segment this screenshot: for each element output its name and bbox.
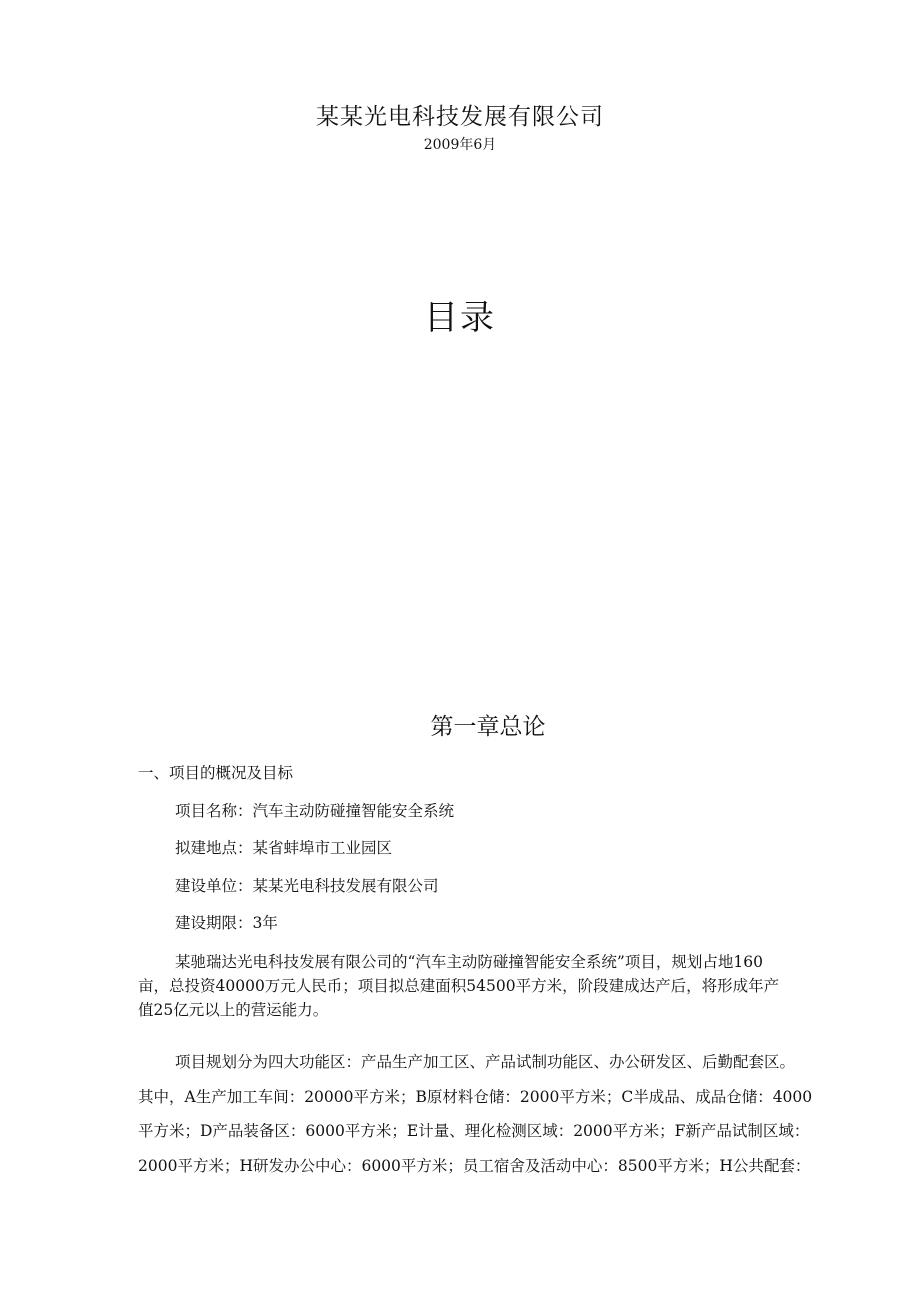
section-heading: 一、项目的概况及目标: [138, 764, 294, 782]
info-label: 拟建地点：: [175, 839, 253, 857]
info-location: [175, 836, 392, 858]
toc-title: 目录: [424, 298, 496, 338]
info-label: 建设单位：: [175, 877, 253, 895]
chapter-title: 第一章总论: [430, 714, 546, 740]
paragraph-line: 亩，总投资40000万元人民币；项目拟总建面积54500平方米，阶段建成达产后，将形成年产: [138, 977, 780, 995]
paragraph-line: 值25亿元以上的营运能力。: [138, 1001, 329, 1019]
paragraph-line: 其中，A生产加工车间：20000平方米；B原材料仓储：2000平方米；C半成品、成品仓储：4000: [138, 1087, 813, 1106]
info-label: 建设期限：: [175, 914, 253, 932]
info-label: 项目名称：: [175, 802, 253, 820]
paragraph-line: 平方米；D产品装备区：6000平方米；E计量、理化检测区域：2000平方米；F新产品试制区域：: [138, 1122, 810, 1140]
paragraph-line: 某驰瑞达光电科技发展有限公司的“汽车主动防碰撞智能安全系统”项目，规划占地160: [175, 953, 763, 971]
info-value: 某某光电科技发展有限公司: [252, 877, 439, 895]
info-period: [175, 911, 278, 933]
info-builder: [175, 874, 439, 896]
info-project-name: [175, 799, 454, 821]
paragraph-overview: [138, 950, 838, 1022]
info-value: 某省蚌埠市工业园区: [252, 839, 393, 857]
paragraph-line: 项目规划分为四大功能区：产品生产加工区、产品试制功能区、办公研发区、后勤配套区。: [175, 1053, 796, 1071]
paragraph-functional-zones: [138, 1045, 850, 1183]
paragraph-line: 2000平方米；H研发办公中心：6000平方米；员工宿舍及活动中心：8500平方米；H公共配套：: [138, 1156, 811, 1175]
company-name: 某某光电科技发展有限公司: [316, 104, 604, 130]
info-value: 汽车主动防碰撞智能安全系统: [252, 802, 455, 820]
report-date: 2009年6月: [423, 137, 497, 153]
info-value: 3年: [252, 914, 278, 932]
